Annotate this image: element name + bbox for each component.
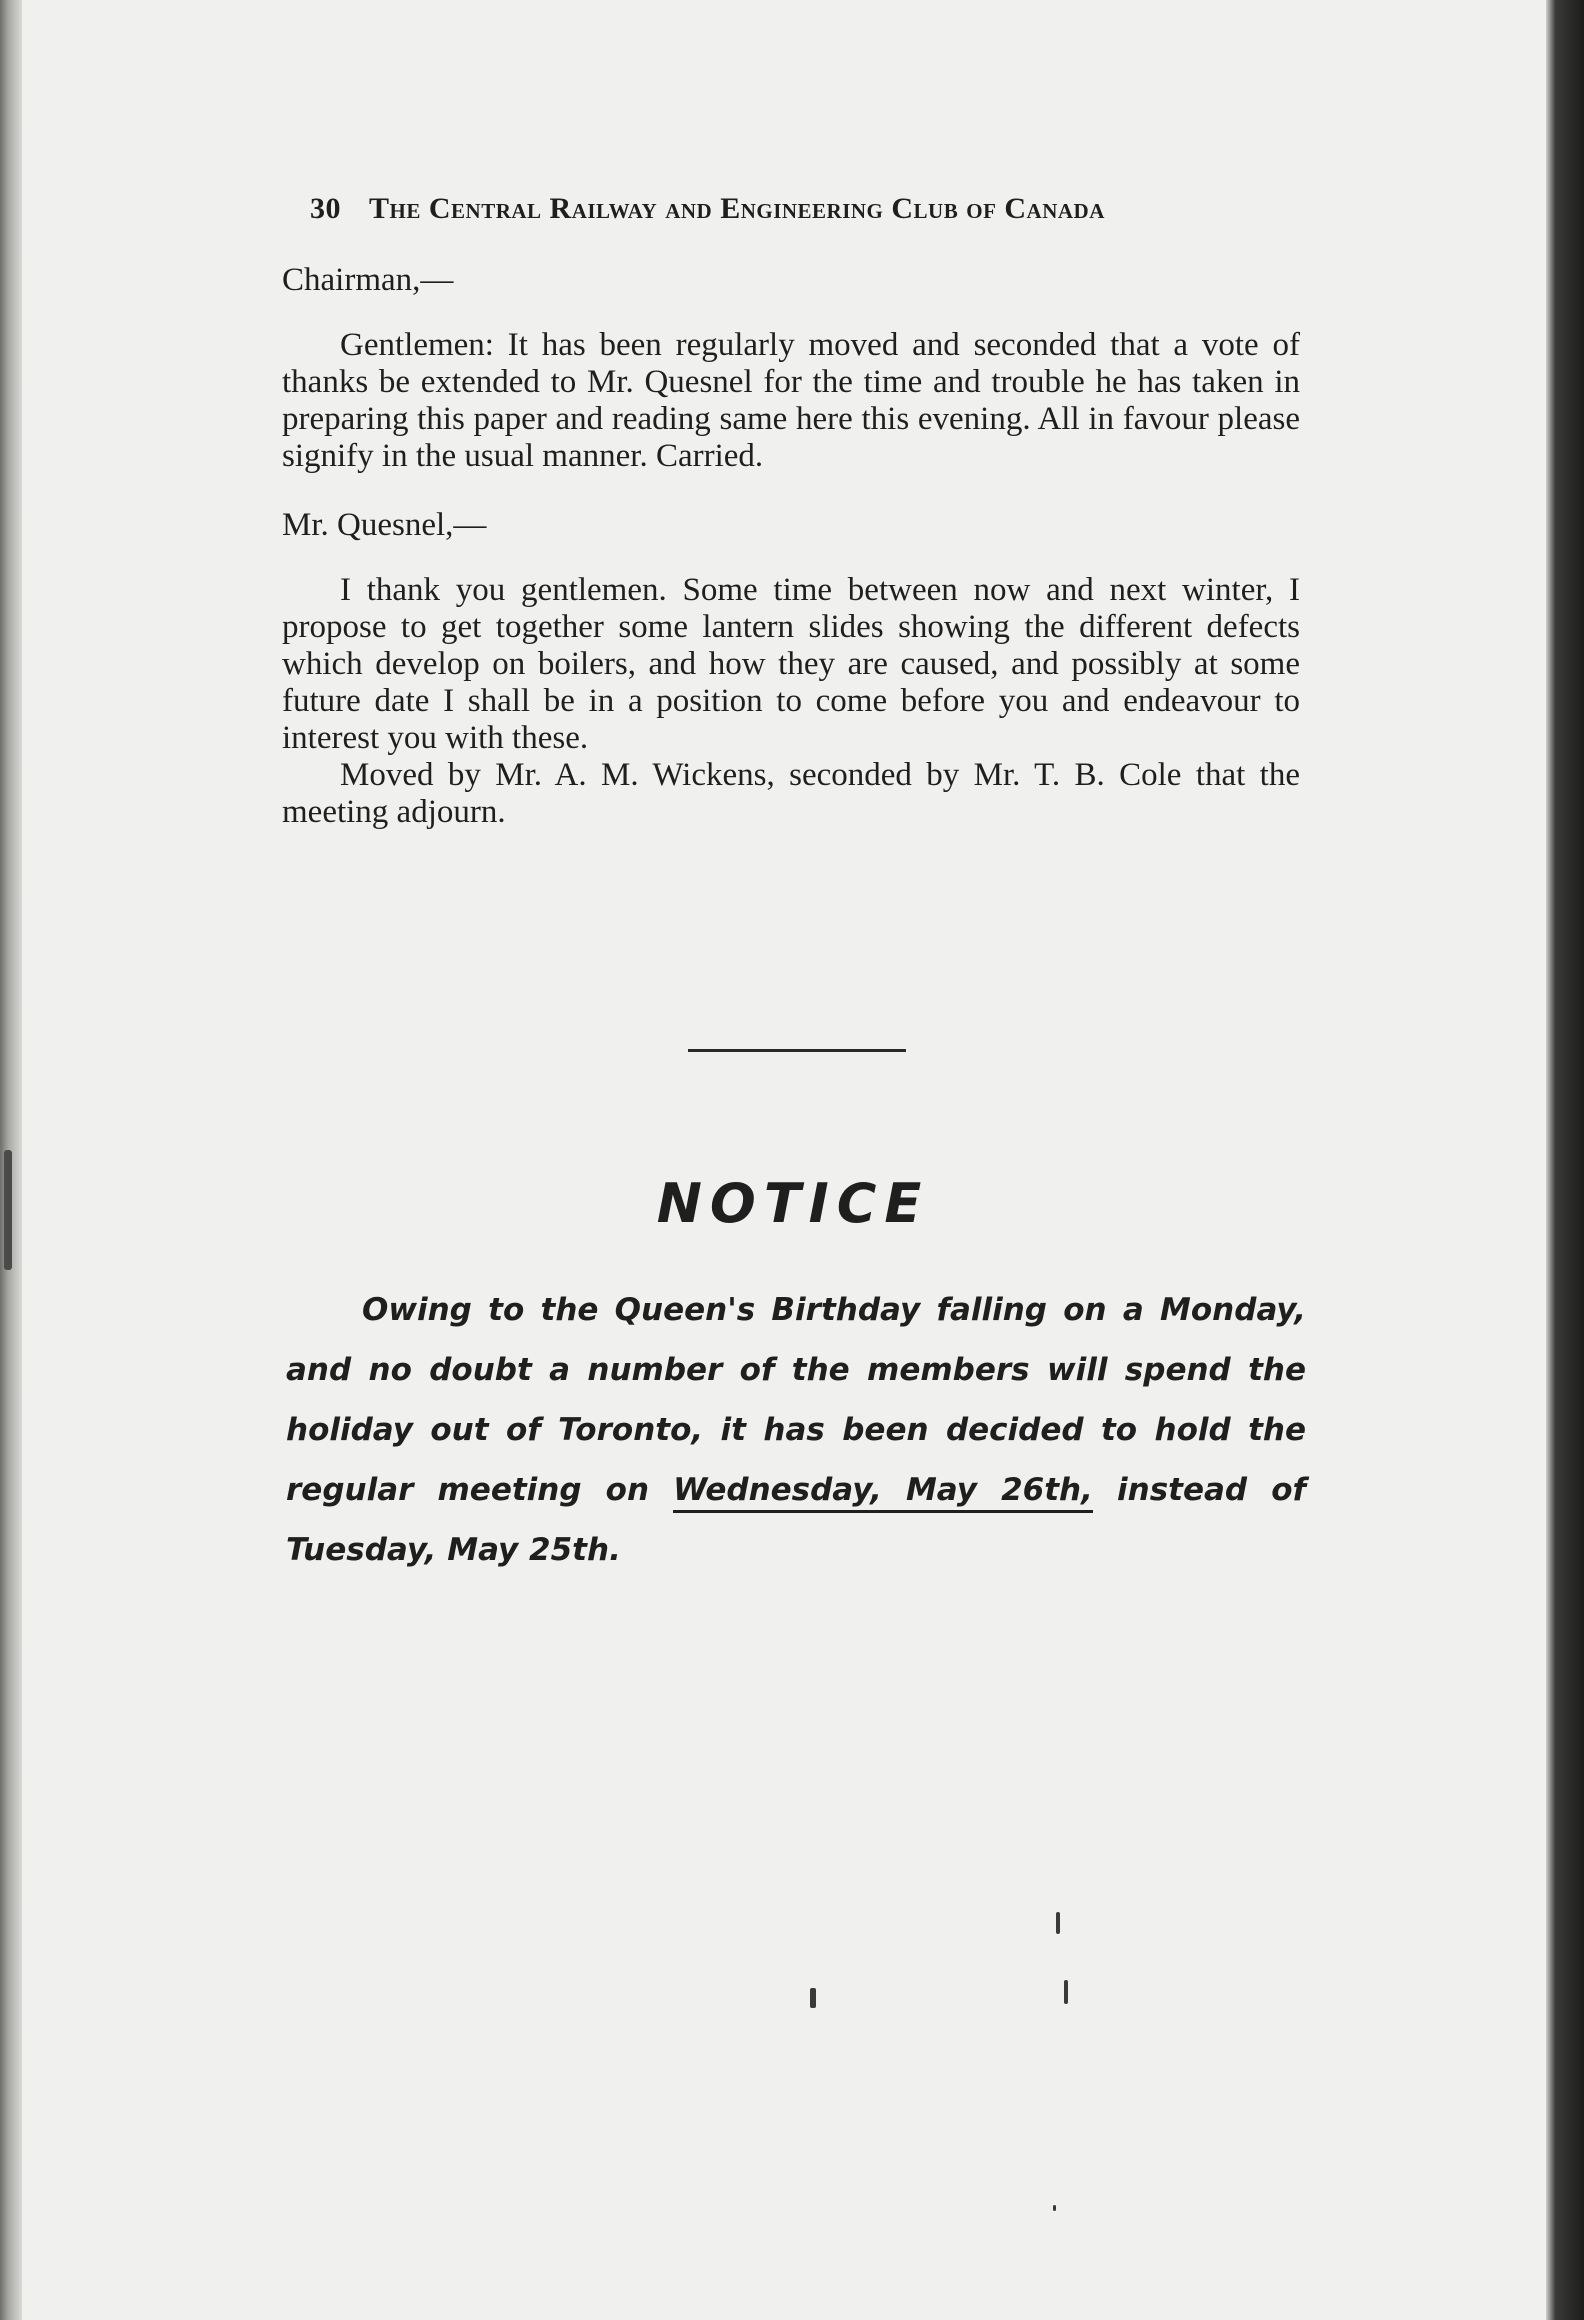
ink-speck (1064, 1980, 1068, 2004)
chairman-label: Chairman,— (282, 262, 454, 298)
ink-speck (1053, 2205, 1056, 2211)
quesnel-paragraph: I thank you gentlemen. Some time between now and next winter, I propose to get together some lantern slides showing the different defects which develop on boilers, and how they are caused, and possibly at some future date I shall be in a position to come before you and endeavour to interest you with these. (282, 572, 1300, 756)
notice-underlined-date: Wednesday, May 26th, (673, 1472, 1093, 1513)
ink-speck (1056, 1912, 1060, 1934)
notice-paragraph (286, 1280, 1306, 1580)
ink-speck (810, 1988, 816, 2008)
page-gutter-shadow (1546, 0, 1584, 2320)
section-divider (688, 1049, 906, 1052)
notice-text-before: Owing to the Queen's Birthday falling on a Monday, and no doubt a number of the members will spend the holiday out of Toronto, it has been decided to hold the regular meeting on (286, 1292, 1306, 1508)
chairman-paragraph: Gentlemen: It has been regularly moved and seconded that a vote of thanks be extended to Mr. Quesnel for the time and trouble he has taken in preparing this paper and reading same here this evening. All in favour please signify in the usual manner. Carried. (282, 327, 1300, 474)
motion-paragraph: Moved by Mr. A. M. Wickens, seconded by Mr. T. B. Cole that the meeting adjourn. (282, 757, 1300, 830)
quesnel-label: Mr. Quesnel,— (282, 507, 487, 543)
proceedings-body (282, 262, 1300, 831)
notice-heading: NOTICE (656, 1172, 930, 1235)
notice-text-after: instead of Tuesday, May 25th. (286, 1472, 1306, 1568)
paragraph-gap (282, 475, 1300, 507)
binding-mark (4, 1150, 12, 1270)
running-header (310, 192, 1300, 226)
page-number: 30 (310, 192, 341, 225)
running-title: The Central Railway and Engineering Club of Canada (369, 192, 1105, 225)
